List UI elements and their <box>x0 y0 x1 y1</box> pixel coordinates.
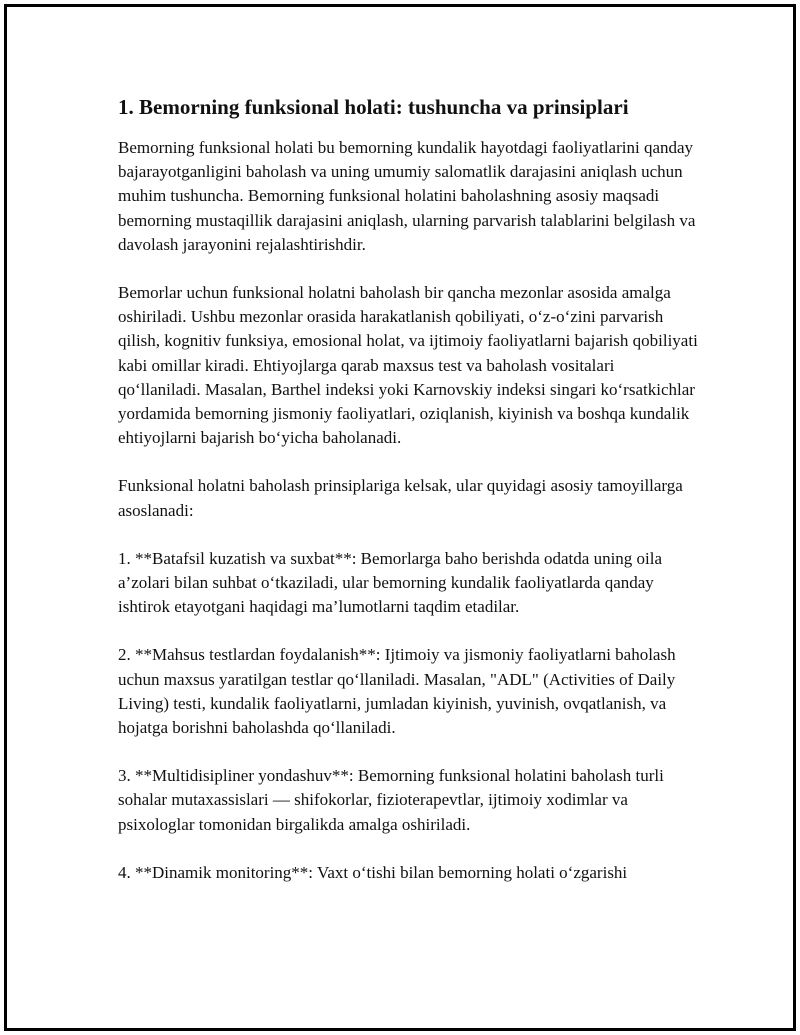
list-item-observation: 1. **Batafsil kuzatish va suxbat**: Bemorlarga baho berishda odatda uning oila a’zolari bilan suhbat o‘tkaziladi, ular bemorning kundalik faoliyatlarda qanday ishtirok etayotgani haqidagi ma’lumotlarni taqdim etadilar. <box>118 548 663 617</box>
list-item-dynamic-monitoring: 4. **Dinamik monitoring**: Vaxt o‘tishi bilan bemorning holati o‘zgarishi <box>118 862 628 882</box>
list-item-multidisciplinary: 3. **Multidisipliner yondashuv**: Bemorning funksional holatini baholash turli sohalar mutaxassislari — shifokorlar, fizioterapevtlar, ijtimoiy xodimlar va psixologlar tomonidan birgalikda amalga oshiriladi. <box>118 766 664 834</box>
document-body <box>118 92 698 909</box>
paragraph-definition: Bemorning funksional holati bu bemorning kundalik hayotdagi faoliyatlarini qanday bajarayotganligini baholash va uning umumiy salomatlik darajasini aniqlash uchun muhim tushuncha. Bemorning funksional holatini baholashning asosiy maqsadi bemorning mustaqillik darajasini aniqlash, ularning parvarish talablarini belgilash va davolash jarayonini rejalashtirishdir. <box>118 138 696 254</box>
list-item-special-tests: 2. **Mahsus testlardan foydalanish**: Ijtimoiy va jismoniy faoliyatlarni baholash uchun maxsus yaratilgan testlar qo‘llaniladi. Masalan, "ADL" (Activities of Daily Living) testi, kundalik faoliyatlarni, jumladan kiyinish, yuvinish, ovqatlanish, va hojatga borishni baholashda qo‘llaniladi. <box>118 645 676 738</box>
paragraph-principles-intro: Funksional holatni baholash prinsiplariga kelsak, ular quyidagi asosiy tamoyillarga asoslanadi: <box>118 476 683 520</box>
section-heading: 1. Bemorning funksional holati: tushuncha va prinsiplari <box>118 95 629 119</box>
paragraph-criteria: Bemorlar uchun funksional holatni baholash bir qancha mezonlar asosida amalga oshiriladi. Ushbu mezonlar orasida harakatlanish qobiliyati, o‘z-o‘zini parvarish qilish, kognitiv funksiya, emosional holat, va ijtimoiy faoliyatlarni bajarish qobiliyati kabi omillar kiradi. Ehtiyojlarga qarab maxsus test va baholash vositalari qo‘llaniladi. Masalan, Barthel indeksi yoki Karnovskiy indeksi singari ko‘rsatkichlar yordamida bemorning jismoniy faoliyatlari, oziqlanish, kiyinish va boshqa kundalik ehtiyojlarni bajarish bo‘yicha baholanadi. <box>118 283 698 448</box>
